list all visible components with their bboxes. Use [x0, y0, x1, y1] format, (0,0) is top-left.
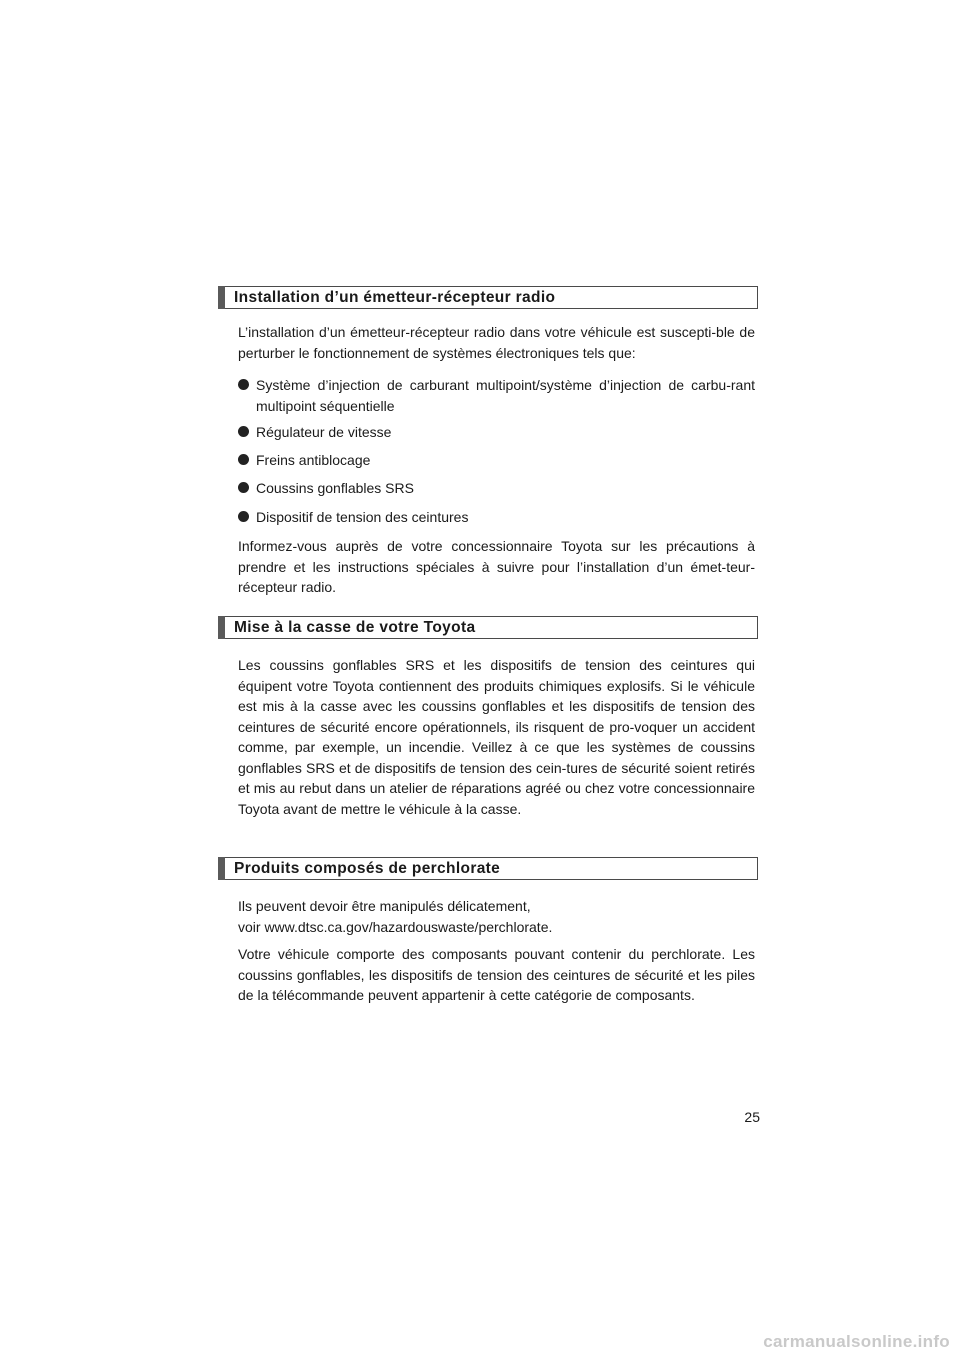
bullet-icon [238, 511, 249, 522]
section-body: Votre véhicule comporte des composants pouvant contenir du perchlorate. Les coussins gonflables, les dispositifs de tension des ceintures de sécurité et les piles de la télécommande peuvent appartenir à cette catégorie de composants. [238, 946, 755, 1003]
bullet-icon [238, 454, 249, 465]
list-item-text: Freins antiblocage [256, 452, 371, 468]
list-item [238, 375, 755, 416]
list-item-text: Régulateur de vitesse [256, 424, 392, 440]
list-item-text: Dispositif de tension des ceintures [256, 509, 469, 525]
perchlorate-url-line: voir www.dtsc.ca.gov/hazardouswaste/perchlorate. [238, 919, 553, 935]
page-number: 25 [744, 1109, 760, 1125]
section-header-perchlorate [218, 857, 758, 880]
section-header-disposal [218, 616, 758, 639]
section-outro: Informez-vous auprès de votre concessionnaire Toyota sur les précautions à prendre et les instructions spéciales à suivre pour l’installation d’un émet-teur-récepteur radio. [238, 538, 755, 595]
section-header-bar [218, 857, 225, 880]
list-item [238, 507, 755, 528]
list-item-text: Système d’injection de carburant multipoint/système d’injection de carbu-rant multipoint séquentielle [256, 377, 755, 414]
section-header-bar [218, 286, 225, 309]
watermark: carmanualsonline.info [763, 1332, 950, 1351]
section-title: Mise à la casse de votre Toyota [234, 619, 476, 636]
section-body: Les coussins gonflables SRS et les dispositifs de tension des ceintures qui équipent votre Toyota contiennent des produits chimiques explosifs. Si le véhicule est mis à la casse avec les coussins gonflables et les dispositifs de tension des ceintures de sécurité encore opérationnels, ils risquent de pro-voquer un accident comme, par exemple, un incendie. Veillez à ce que les systèmes de coussins gonflables SRS et de dispositifs de tension des cein-tures de sécurité soient retirés et mis au rebut dans un atelier de réparations agréé ou chez votre concessionnaire Toyota avant de mettre le véhicule à la casse. [238, 657, 755, 817]
perchlorate-note-line: Ils peuvent devoir être manipulés délicatement, [238, 898, 531, 914]
list-item [238, 450, 755, 471]
section-intro: L’installation d’un émetteur-récepteur radio dans votre véhicule est suscepti-ble de perturber le fonctionnement de systèmes électroniques tels que: [238, 324, 755, 361]
section-header-bar [218, 616, 225, 639]
list-item [238, 478, 755, 499]
section-header-radio [218, 286, 758, 309]
list-item [238, 422, 755, 443]
section-title: Installation d’un émetteur-récepteur radio [234, 289, 556, 306]
bullet-icon [238, 482, 249, 493]
bullet-icon [238, 426, 249, 437]
bullet-icon [238, 379, 249, 390]
section-title: Produits composés de perchlorate [234, 860, 501, 877]
list-item-text: Coussins gonflables SRS [256, 480, 414, 496]
